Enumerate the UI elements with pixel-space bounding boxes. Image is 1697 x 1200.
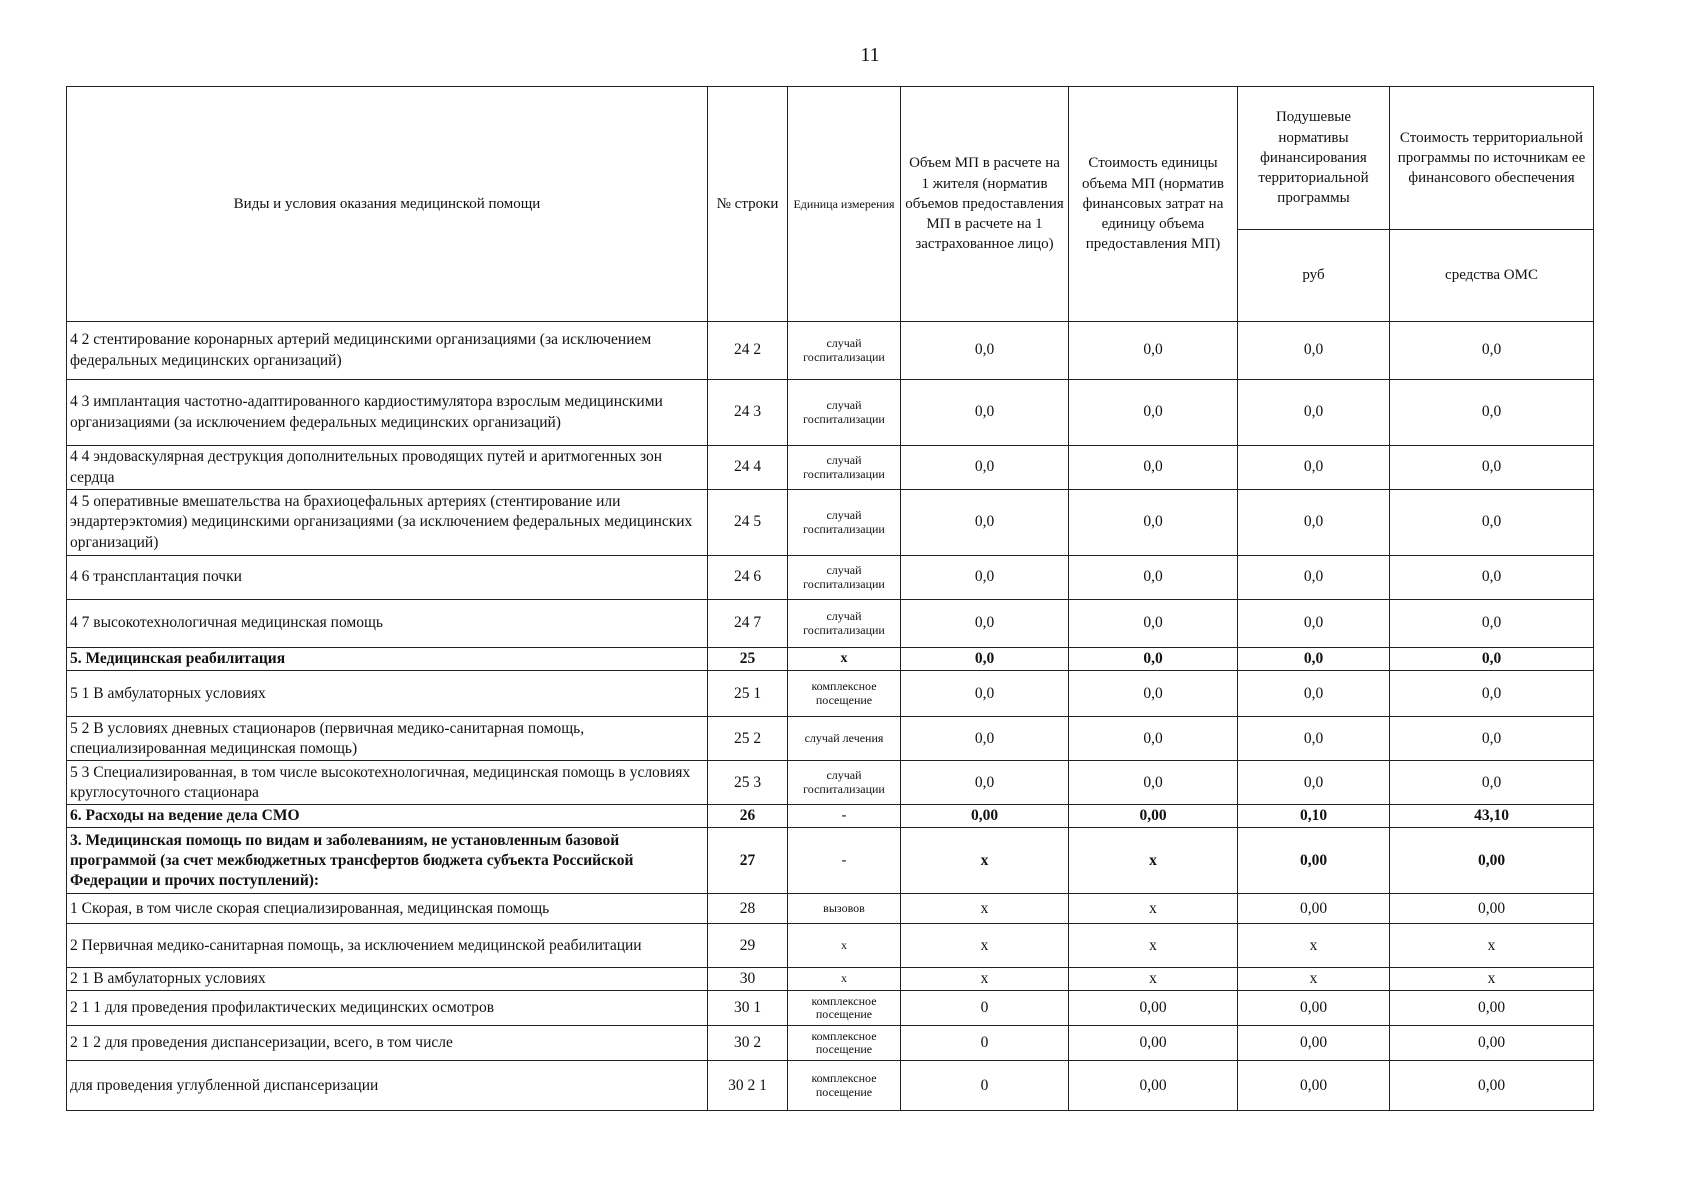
- cell-row-number: 26: [708, 805, 788, 828]
- cell-name: 1 Скорая, в том числе скорая специализированная, медицинская помощь: [67, 894, 708, 924]
- cell-total-cost: 0,0: [1390, 490, 1594, 556]
- cell-volume: 0,0: [901, 648, 1069, 671]
- table-row: [67, 717, 1594, 761]
- col-header-volume: Объем МП в расчете на 1 жителя (норматив объемов предоставления МП в расчете на 1 застрахованное лицо): [901, 87, 1069, 322]
- page-number: 11: [860, 44, 880, 66]
- table-row: [67, 671, 1594, 717]
- cell-total-cost: 0,00: [1390, 1026, 1594, 1061]
- cell-unit: вызовов: [788, 894, 901, 924]
- cell-unit-cost: 0,0: [1069, 600, 1238, 648]
- cell-volume: 0,0: [901, 446, 1069, 490]
- cell-unit: х: [788, 924, 901, 968]
- cell-row-number: 24 6: [708, 556, 788, 600]
- cell-name: 4 5 оперативные вмешательства на брахиоцефальных артериях (стентирование или эндартерэктомия) медицинскими организациями (за исключением федеральных медицинских организаций): [67, 490, 708, 556]
- cell-row-number: 30 2: [708, 1026, 788, 1061]
- table-row: [67, 600, 1594, 648]
- cell-volume: х: [901, 894, 1069, 924]
- cell-volume: 0,0: [901, 600, 1069, 648]
- cell-unit: случай госпитализации: [788, 322, 901, 380]
- table-row: [67, 761, 1594, 805]
- col-header-cost-unit: Стоимость единицы объема МП (норматив финансовых затрат на единицу объема предоставления МП): [1069, 87, 1238, 322]
- cell-row-number: 25 3: [708, 761, 788, 805]
- cell-name: 5 2 В условиях дневных стационаров (первичная медико-санитарная помощь, специализированная медицинская помощь): [67, 717, 708, 761]
- cell-name: 2 1 В амбулаторных условиях: [67, 968, 708, 991]
- cell-unit: случай госпитализации: [788, 380, 901, 446]
- cell-unit: случай госпитализации: [788, 556, 901, 600]
- table-body: [67, 322, 1594, 1111]
- cell-unit-cost: 0,0: [1069, 648, 1238, 671]
- cell-total-cost: 0,0: [1390, 380, 1594, 446]
- cell-total-cost: 0,00: [1390, 828, 1594, 894]
- cell-volume: 0: [901, 1061, 1069, 1111]
- cell-unit: х: [788, 968, 901, 991]
- cell-name: 4 6 трансплантация почки: [67, 556, 708, 600]
- cell-row-number: 24 4: [708, 446, 788, 490]
- cell-total-cost: 0,0: [1390, 556, 1594, 600]
- cell-unit: комплексное посещение: [788, 1026, 901, 1061]
- cell-total-cost: 0,0: [1390, 671, 1594, 717]
- cell-per-capita: 0,0: [1238, 717, 1390, 761]
- cell-per-capita: 0,0: [1238, 490, 1390, 556]
- cell-unit: -: [788, 805, 901, 828]
- table-row: [67, 805, 1594, 828]
- cell-volume: 0,0: [901, 322, 1069, 380]
- table-row: [67, 894, 1594, 924]
- cell-volume: 0,0: [901, 761, 1069, 805]
- cell-name: 2 1 2 для проведения диспансеризации, всего, в том числе: [67, 1026, 708, 1061]
- cell-unit-cost: 0,00: [1069, 1061, 1238, 1111]
- table-row: [67, 924, 1594, 968]
- table-row: [67, 446, 1594, 490]
- cell-name: 5 1 В амбулаторных условиях: [67, 671, 708, 717]
- cell-per-capita: 0,0: [1238, 671, 1390, 717]
- cell-volume: 0: [901, 991, 1069, 1026]
- table-row: [67, 648, 1594, 671]
- cell-per-capita: 0,0: [1238, 556, 1390, 600]
- cell-unit-cost: 0,0: [1069, 380, 1238, 446]
- table-row: [67, 991, 1594, 1026]
- cell-unit: случай госпитализации: [788, 600, 901, 648]
- cell-per-capita: 0,00: [1238, 1026, 1390, 1061]
- cell-unit-cost: х: [1069, 924, 1238, 968]
- cell-unit: -: [788, 828, 901, 894]
- cell-unit-cost: 0,00: [1069, 1026, 1238, 1061]
- cell-unit-cost: 0,0: [1069, 322, 1238, 380]
- cell-name: 6. Расходы на ведение дела СМО: [67, 805, 708, 828]
- cell-per-capita: х: [1238, 924, 1390, 968]
- cell-row-number: 30 1: [708, 991, 788, 1026]
- cell-total-cost: 0,00: [1390, 894, 1594, 924]
- cell-total-cost: 0,0: [1390, 648, 1594, 671]
- cell-unit: случай госпитализации: [788, 761, 901, 805]
- cell-per-capita: 0,0: [1238, 600, 1390, 648]
- cell-unit: случай госпитализации: [788, 490, 901, 556]
- table-row: [67, 828, 1594, 894]
- cell-row-number: 24 2: [708, 322, 788, 380]
- cell-volume: х: [901, 968, 1069, 991]
- cell-per-capita: 0,10: [1238, 805, 1390, 828]
- cell-name: 3. Медицинская помощь по видам и заболеваниям, не установленным базовой программой (за счет межбюджетных трансфертов бюджета субъекта Российской Федерации и прочих поступлений):: [67, 828, 708, 894]
- cell-per-capita: 0,0: [1238, 446, 1390, 490]
- table-row: [67, 556, 1594, 600]
- cell-per-capita: 0,0: [1238, 380, 1390, 446]
- cell-volume: 0,0: [901, 556, 1069, 600]
- cell-row-number: 30 2 1: [708, 1061, 788, 1111]
- cell-row-number: 29: [708, 924, 788, 968]
- col-header-total-cost: Стоимость территориальной программы по источникам ее финансового обеспечения: [1390, 87, 1594, 230]
- cell-volume: 0,0: [901, 490, 1069, 556]
- cell-volume: 0,0: [901, 717, 1069, 761]
- cell-name: 4 7 высокотехнологичная медицинская помощь: [67, 600, 708, 648]
- col-header-name: Виды и условия оказания медицинской помощи: [67, 87, 708, 322]
- cell-volume: х: [901, 924, 1069, 968]
- cell-row-number: 25 2: [708, 717, 788, 761]
- col-header-unit: Единица измерения: [788, 87, 901, 322]
- cell-unit-cost: 0,0: [1069, 761, 1238, 805]
- cell-total-cost: 0,0: [1390, 717, 1594, 761]
- cell-total-cost: 0,0: [1390, 322, 1594, 380]
- cell-unit: случай госпитализации: [788, 446, 901, 490]
- cell-total-cost: 0,0: [1390, 446, 1594, 490]
- cell-unit-cost: 0,00: [1069, 991, 1238, 1026]
- cell-unit-cost: 0,0: [1069, 556, 1238, 600]
- cell-name: 5. Медицинская реабилитация: [67, 648, 708, 671]
- cell-row-number: 27: [708, 828, 788, 894]
- cell-unit: случай лечения: [788, 717, 901, 761]
- table-row: [67, 380, 1594, 446]
- cell-volume: 0,0: [901, 380, 1069, 446]
- cell-total-cost: 43,10: [1390, 805, 1594, 828]
- cell-unit: х: [788, 648, 901, 671]
- cell-per-capita: 0,0: [1238, 322, 1390, 380]
- cell-total-cost: 0,0: [1390, 761, 1594, 805]
- cell-volume: 0,00: [901, 805, 1069, 828]
- table-row: [67, 1061, 1594, 1111]
- cell-per-capita: 0,00: [1238, 894, 1390, 924]
- cell-unit-cost: 0,0: [1069, 717, 1238, 761]
- cell-name: 4 3 имплантация частотно-адаптированного кардиостимулятора взрослым медицинскими организациями (за исключением федеральных медицинских организаций): [67, 380, 708, 446]
- cell-name: 4 4 эндоваскулярная деструкция дополнительных проводящих путей и аритмогенных зон сердца: [67, 446, 708, 490]
- cell-per-capita: 0,00: [1238, 1061, 1390, 1111]
- cell-row-number: 24 5: [708, 490, 788, 556]
- table-row: [67, 1026, 1594, 1061]
- cell-unit-cost: 0,0: [1069, 671, 1238, 717]
- cell-per-capita: 0,00: [1238, 991, 1390, 1026]
- cell-unit-cost: х: [1069, 968, 1238, 991]
- cell-row-number: 25 1: [708, 671, 788, 717]
- cell-volume: х: [901, 828, 1069, 894]
- col-header-row-no: № строки: [708, 87, 788, 322]
- cell-unit-cost: х: [1069, 894, 1238, 924]
- cell-unit: комплексное посещение: [788, 991, 901, 1026]
- cell-total-cost: х: [1390, 924, 1594, 968]
- cell-per-capita: 0,00: [1238, 828, 1390, 894]
- cell-row-number: 25: [708, 648, 788, 671]
- cell-row-number: 24 7: [708, 600, 788, 648]
- cell-per-capita: х: [1238, 968, 1390, 991]
- cell-total-cost: 0,0: [1390, 600, 1594, 648]
- col-subheader-oms: средства ОМС: [1390, 230, 1594, 322]
- cell-total-cost: 0,00: [1390, 991, 1594, 1026]
- cell-row-number: 30: [708, 968, 788, 991]
- cell-name: для проведения углубленной диспансеризации: [67, 1061, 708, 1111]
- cell-row-number: 28: [708, 894, 788, 924]
- cell-volume: 0: [901, 1026, 1069, 1061]
- cell-per-capita: 0,0: [1238, 761, 1390, 805]
- col-header-per-capita: Подушевые нормативы финансирования территориальной программы: [1238, 87, 1390, 230]
- cell-unit-cost: 0,0: [1069, 446, 1238, 490]
- header-row: [67, 87, 1594, 230]
- cell-total-cost: х: [1390, 968, 1594, 991]
- cell-total-cost: 0,00: [1390, 1061, 1594, 1111]
- cell-name: 2 Первичная медико-санитарная помощь, за исключением медицинской реабилитации: [67, 924, 708, 968]
- cell-row-number: 24 3: [708, 380, 788, 446]
- table-row: [67, 490, 1594, 556]
- cell-name: 5 3 Специализированная, в том числе высокотехнологичная, медицинская помощь в условиях круглосуточного стационара: [67, 761, 708, 805]
- cell-unit: комплексное посещение: [788, 1061, 901, 1111]
- cell-unit: комплексное посещение: [788, 671, 901, 717]
- cell-name: 2 1 1 для проведения профилактических медицинских осмотров: [67, 991, 708, 1026]
- financing-table: [66, 86, 1594, 1111]
- cell-unit-cost: 0,0: [1069, 490, 1238, 556]
- cell-per-capita: 0,0: [1238, 648, 1390, 671]
- table-row: [67, 968, 1594, 991]
- cell-name: 4 2 стентирование коронарных артерий медицинскими организациями (за исключением федеральных медицинских организаций): [67, 322, 708, 380]
- cell-volume: 0,0: [901, 671, 1069, 717]
- cell-unit-cost: х: [1069, 828, 1238, 894]
- cell-unit-cost: 0,00: [1069, 805, 1238, 828]
- table-row: [67, 322, 1594, 380]
- col-subheader-rub: руб: [1238, 230, 1390, 322]
